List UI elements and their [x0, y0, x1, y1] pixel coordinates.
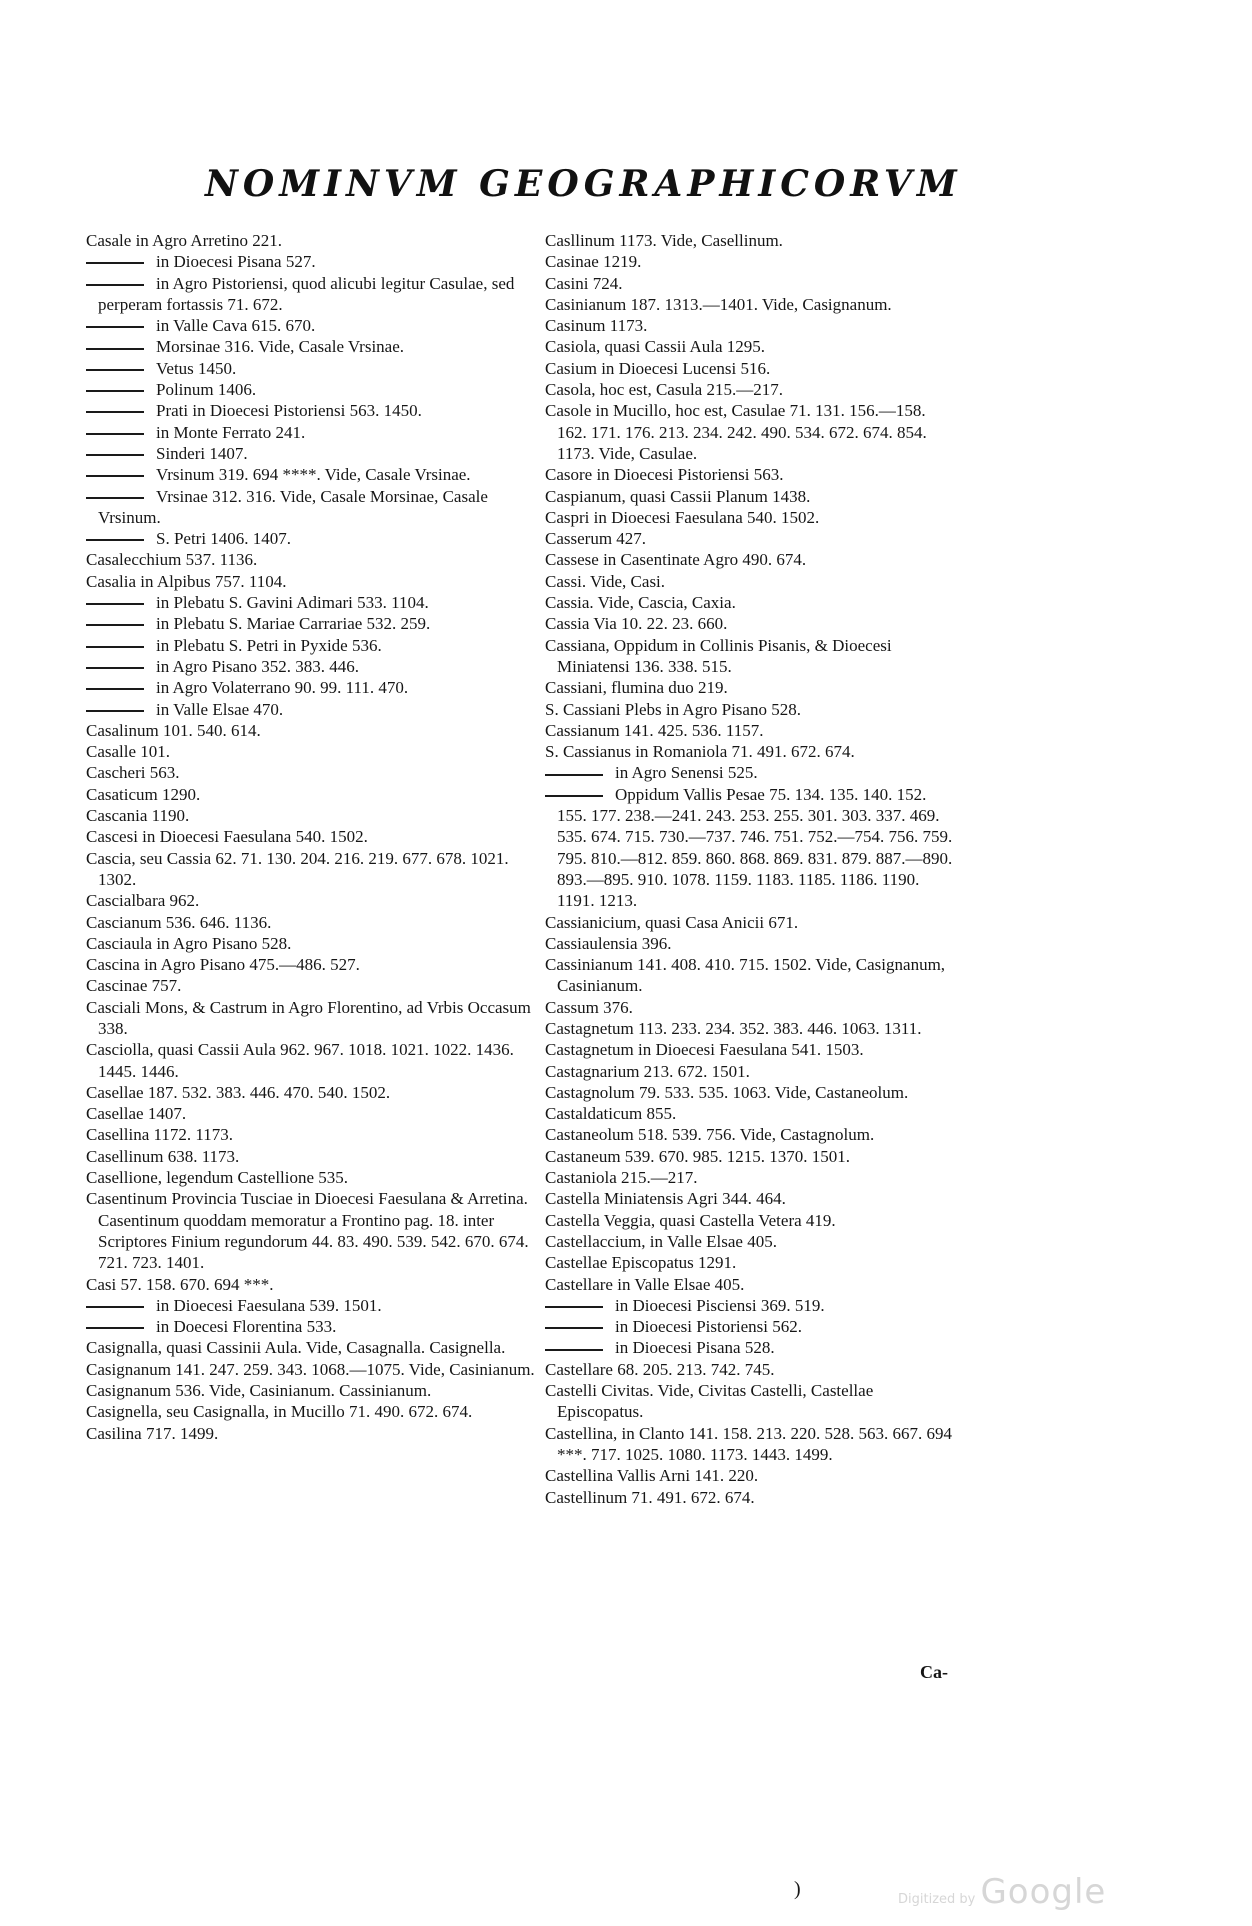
index-entry: [86, 1401, 536, 1422]
index-entry: [545, 1423, 957, 1466]
index-entry: [86, 273, 536, 316]
index-entry: [86, 997, 536, 1040]
index-entry: [86, 635, 536, 656]
entry-text: Castagnolum 79. 533. 535. 1063. Vide, Castaneolum.: [545, 1082, 909, 1102]
ditto-dash: [545, 1349, 603, 1351]
entry-text: in Plebatu S. Petri in Pyxide 536.: [156, 635, 382, 655]
entry-text: Castellare in Valle Elsae 405.: [545, 1274, 745, 1294]
index-entry: [545, 699, 957, 720]
index-entry: [86, 1124, 536, 1145]
entry-text: in Agro Volaterrano 90. 99. 111. 470.: [156, 678, 409, 698]
index-entry: [545, 677, 957, 698]
index-entry: [545, 720, 957, 741]
index-entry: [545, 933, 957, 954]
index-entry: [86, 890, 536, 911]
entry-text: Casilina 717. 1499.: [86, 1423, 219, 1443]
index-entry: [86, 933, 536, 954]
entry-text: Casiola, quasi Cassii Aula 1295.: [545, 337, 766, 357]
entry-text: in Dioecesi Pistoriensi 562.: [615, 1317, 802, 1337]
ditto-dash: [86, 284, 144, 286]
entry-text: in Monte Ferrato 241.: [156, 422, 306, 442]
index-entry: [545, 1465, 957, 1486]
entry-text: Castaneolum 518. 539. 756. Vide, Castagnolum.: [545, 1125, 875, 1145]
ditto-dash: [86, 1306, 144, 1308]
ditto-dash: [545, 774, 603, 776]
index-entry: [86, 358, 536, 379]
entry-text: Casellina 1172. 1173.: [86, 1125, 233, 1145]
entry-text: Cascina in Agro Pisano 475.—486. 527.: [86, 955, 360, 975]
index-entry: [545, 1231, 957, 1252]
index-entry: [86, 1103, 536, 1124]
index-entry: [86, 1380, 536, 1401]
entry-text: in Dioecesi Pisana 527.: [156, 252, 316, 272]
index-entry: [545, 1188, 957, 1209]
entry-text: Casinum 1173.: [545, 316, 648, 336]
entry-text: Castaneum 539. 670. 985. 1215. 1370. 1501.: [545, 1146, 851, 1166]
ditto-dash: [86, 369, 144, 371]
index-entry: [86, 251, 536, 272]
entry-text: Prati in Dioecesi Pistoriensi 563. 1450.: [156, 401, 422, 421]
index-entry: [545, 1103, 957, 1124]
index-entry: [545, 1018, 957, 1039]
entry-text: Cassia. Vide, Cascia, Caxia.: [545, 593, 736, 613]
ditto-dash: [86, 624, 144, 626]
index-entry: [545, 954, 957, 997]
index-entry: [86, 975, 536, 996]
entry-text: Castellare 68. 205. 213. 742. 745.: [545, 1359, 775, 1379]
entry-text: Cascania 1190.: [86, 806, 190, 826]
index-entry: [86, 443, 536, 464]
entry-text: in Dioecesi Faesulana 539. 1501.: [156, 1295, 382, 1315]
entry-text: in Doecesi Florentina 533.: [156, 1317, 337, 1337]
entry-text: Vrsinum 319. 694 ****. Vide, Casale Vrsinae.: [156, 465, 471, 485]
entry-text: Castellaccium, in Valle Elsae 405.: [545, 1231, 777, 1251]
index-entry: [545, 358, 957, 379]
index-entry: [86, 1274, 536, 1295]
index-entry: [86, 336, 536, 357]
entry-text: Castagnetum 113. 233. 234. 352. 383. 446. 1063. 1311.: [545, 1018, 922, 1038]
page-title: NOMINVM GEOGRAPHICORVM: [205, 163, 962, 205]
watermark-prefix: Digitized by: [898, 1892, 976, 1907]
index-entry: [545, 1039, 957, 1060]
entry-text: Castellina, in Clanto 141. 158. 213. 220. 528. 563. 667. 694 ***. 717. 1025. 1080. 1173. 1443. 1499.: [545, 1423, 953, 1464]
index-entry: [86, 1316, 536, 1337]
entry-text: Casellae 187. 532. 383. 446. 470. 540. 1502.: [86, 1082, 391, 1102]
entry-text: Casium in Dioecesi Lucensi 516.: [545, 358, 771, 378]
index-entry: [86, 677, 536, 698]
index-entry: [86, 1295, 536, 1316]
index-entry: [86, 826, 536, 847]
entry-text: Castagnarium 213. 672. 1501.: [545, 1061, 750, 1081]
entry-text: Cassinianum 141. 408. 410. 715. 1502. Vide, Casignanum, Casinianum.: [545, 955, 946, 996]
index-entry: [86, 486, 536, 529]
index-entry: [545, 635, 957, 678]
entry-text: Casignanum 141. 247. 259. 343. 1068.—1075. Vide, Casinianum.: [86, 1359, 535, 1379]
entry-text: Cascialbara 962.: [86, 891, 200, 911]
entry-text: Polinum 1406.: [156, 380, 257, 400]
index-entry: [545, 1167, 957, 1188]
entry-text: Castaniola 215.—217.: [545, 1168, 698, 1188]
entry-text: Casola, hoc est, Casula 215.—217.: [545, 380, 783, 400]
entry-text: Casinae 1219.: [545, 252, 642, 272]
ditto-dash: [545, 1327, 603, 1329]
entry-text: in Valle Elsae 470.: [156, 699, 284, 719]
entry-text: Caspri in Dioecesi Faesulana 540. 1502.: [545, 507, 820, 527]
digitized-watermark: [898, 1872, 1106, 1912]
entry-text: Cassia Via 10. 22. 23. 660.: [545, 614, 728, 634]
ditto-dash: [86, 433, 144, 435]
index-entry: [86, 400, 536, 421]
index-entry: [545, 997, 957, 1018]
index-entry: [86, 230, 536, 251]
index-entry: [545, 571, 957, 592]
entry-text: S. Cassianus in Romaniola 71. 491. 672. 674.: [545, 742, 855, 762]
index-entry: [545, 528, 957, 549]
index-entry: [545, 379, 957, 400]
entry-text: Casentinum Provincia Tusciae in Dioecesi Faesulana & Arretina. Casentinum quoddam memoratur a Frontino pag. 18. inter Scriptores Finium regundorum 44. 83. 490. 539. 542. 670. 674. 721. 723. 1401.: [86, 1189, 529, 1273]
index-entry: [86, 528, 536, 549]
entry-text: Sinderi 1407.: [156, 443, 248, 463]
entry-text: Castellina Vallis Arni 141. 220.: [545, 1466, 759, 1486]
index-entry: [545, 486, 957, 507]
index-entry: [545, 912, 957, 933]
entry-text: Vetus 1450.: [156, 358, 237, 378]
entry-text: Castaldaticum 855.: [545, 1104, 677, 1124]
entry-text: in Agro Senensi 525.: [615, 763, 758, 783]
index-entry: [545, 1295, 957, 1316]
entry-text: Casciolla, quasi Cassii Aula 962. 967. 1018. 1021. 1022. 1436. 1445. 1446.: [86, 1040, 514, 1081]
ditto-dash: [86, 348, 144, 350]
ditto-dash: [86, 646, 144, 648]
index-entry: [545, 464, 957, 485]
entry-text: in Valle Cava 615. 670.: [156, 316, 316, 336]
index-entry: [86, 464, 536, 485]
entry-text: in Agro Pisano 352. 383. 446.: [156, 656, 360, 676]
index-entry: [545, 315, 957, 336]
ditto-dash: [86, 603, 144, 605]
index-entry: [86, 954, 536, 975]
index-entry: [86, 613, 536, 634]
index-entry: [545, 336, 957, 357]
index-entry: [545, 1082, 957, 1103]
index-entry: [545, 1146, 957, 1167]
entry-text: Casalia in Alpibus 757. 1104.: [86, 571, 287, 591]
entry-text: Cassi. Vide, Casi.: [545, 571, 666, 591]
index-entry: [545, 1124, 957, 1145]
entry-text: Casellae 1407.: [86, 1104, 187, 1124]
index-entry: [86, 1039, 536, 1082]
entry-text: Castella Veggia, quasi Castella Vetera 419.: [545, 1210, 836, 1230]
entry-text: Cascia, seu Cassia 62. 71. 130. 204. 216. 219. 677. 678. 1021. 1302.: [86, 848, 509, 889]
entry-text: Casi 57. 158. 670. 694 ***.: [86, 1274, 274, 1294]
index-entry: [86, 1082, 536, 1103]
index-entry: [545, 1337, 957, 1358]
entry-text: Casellione, legendum Castellione 535.: [86, 1168, 349, 1188]
ditto-dash: [86, 710, 144, 712]
ditto-dash: [545, 795, 603, 797]
entry-text: Casalle 101.: [86, 742, 171, 762]
ditto-dash: [86, 454, 144, 456]
index-entry: [86, 422, 536, 443]
index-entry: [86, 699, 536, 720]
entry-text: Cassianum 141. 425. 536. 1157.: [545, 720, 764, 740]
index-entry: [545, 1359, 957, 1380]
entry-text: Casserum 427.: [545, 529, 647, 549]
index-entry: [545, 1274, 957, 1295]
entry-text: Castella Miniatensis Agri 344. 464.: [545, 1189, 786, 1209]
entry-text: Castagnetum in Dioecesi Faesulana 541. 1503.: [545, 1040, 864, 1060]
entry-text: Cassiana, Oppidum in Collinis Pisanis, & Dioecesi Miniatensi 136. 338. 515.: [545, 635, 892, 676]
entry-text: Castellae Episcopatus 1291.: [545, 1253, 737, 1273]
index-entry: [545, 294, 957, 315]
index-entry: [545, 1061, 957, 1082]
index-entry: [86, 762, 536, 783]
index-entry: [86, 1359, 536, 1380]
index-entry: [545, 1210, 957, 1231]
entry-text: Cascheri 563.: [86, 763, 180, 783]
index-entry: [86, 741, 536, 762]
entry-text: Casaticum 1290.: [86, 784, 201, 804]
entry-text: Casole in Mucillo, hoc est, Casulae 71. 131. 156.—158. 162. 171. 176. 213. 234. 242. 490. 534. 672. 674. 854. 1173. Vide, Casulae.: [545, 401, 927, 463]
entry-text: Morsinae 316. Vide, Casale Vrsinae.: [156, 337, 405, 357]
entry-text: Castelli Civitas. Vide, Civitas Castelli, Castellae Episcopatus.: [545, 1381, 874, 1422]
entry-text: in Plebatu S. Gavini Adimari 533. 1104.: [156, 593, 429, 613]
ditto-dash: [86, 411, 144, 413]
index-entry: [545, 762, 957, 783]
entry-text: Cassiani, flumina duo 219.: [545, 678, 728, 698]
entry-text: Casale in Agro Arretino 221.: [86, 231, 282, 250]
entry-text: Casini 724.: [545, 273, 623, 293]
index-entry: [545, 1316, 957, 1337]
entry-text: Cascinae 757.: [86, 976, 182, 996]
entry-text: Cascianum 536. 646. 1136.: [86, 912, 272, 932]
index-entry: [86, 592, 536, 613]
entry-text: Casciaula in Agro Pisano 528.: [86, 933, 292, 953]
index-entry: [545, 741, 957, 762]
index-entry: [86, 1167, 536, 1188]
entry-text: Casalinum 101. 540. 614.: [86, 720, 261, 740]
entry-text: Caspianum, quasi Cassii Planum 1438.: [545, 486, 811, 506]
page-mark: ): [794, 1878, 801, 1900]
index-entry: [545, 1487, 957, 1508]
index-entry: [86, 1423, 536, 1444]
index-entry: [545, 784, 957, 912]
entry-text: Casignella, seu Casignalla, in Mucillo 71. 490. 672. 674.: [86, 1402, 473, 1422]
entry-text: Casllinum 1173. Vide, Casellinum.: [545, 231, 783, 250]
entry-text: Casore in Dioecesi Pistoriensi 563.: [545, 465, 784, 485]
watermark-brand: Google: [980, 1872, 1107, 1912]
index-entry: [86, 1188, 536, 1273]
index-entry: [86, 720, 536, 741]
left-column: [86, 230, 536, 1444]
ditto-dash: [86, 667, 144, 669]
ditto-dash: [86, 1327, 144, 1329]
index-entry: [545, 613, 957, 634]
entry-text: in Plebatu S. Mariae Carrariae 532. 259.: [156, 614, 431, 634]
entry-text: in Agro Pistoriensi, quod alicubi legitur Casulae, sed perperam fortassis 71. 672.: [98, 273, 515, 314]
entry-text: in Dioecesi Pisana 528.: [615, 1338, 775, 1358]
index-entry: [86, 805, 536, 826]
entry-text: Casignalla, quasi Cassinii Aula. Vide, Casagnalla. Casignella.: [86, 1338, 506, 1358]
index-entry: [545, 273, 957, 294]
index-entry: [86, 848, 536, 891]
index-entry: [86, 315, 536, 336]
index-entry: [86, 549, 536, 570]
entry-text: Cassiaulensia 396.: [545, 933, 672, 953]
index-entry: [545, 507, 957, 528]
entry-text: Cassianicium, quasi Casa Anicii 671.: [545, 912, 799, 932]
catchword: Ca-: [920, 1662, 948, 1682]
ditto-dash: [86, 390, 144, 392]
entry-text: Cassese in Casentinate Agro 490. 674.: [545, 550, 807, 570]
entry-text: Casinianum 187. 1313.—1401. Vide, Casignanum.: [545, 294, 892, 314]
index-entry: [86, 1337, 536, 1358]
index-entry: [86, 571, 536, 592]
right-column: [545, 230, 957, 1508]
index-entry: [545, 1252, 957, 1273]
ditto-dash: [86, 497, 144, 499]
entry-text: Vrsinae 312. 316. Vide, Casale Morsinae, Casale Vrsinum.: [98, 486, 488, 527]
entry-text: Oppidum Vallis Pesae 75. 134. 135. 140. 152. 155. 177. 238.—241. 243. 253. 255. 301. 303. 337. 469. 535. 674. 715. 730.—737. 746. 751. 752.—754. 756. 759. 795. 810.—812. 859. 860. 868. 869. 831. 879. 887.—890. 893.—895. 910. 1078. 1159. 1183. 1185. 1186. 1190. 1191. 1213.: [557, 784, 953, 911]
entry-text: Casellinum 638. 1173.: [86, 1146, 240, 1166]
index-entry: [86, 912, 536, 933]
entry-text: Casignanum 536. Vide, Casinianum. Cassinianum.: [86, 1381, 432, 1401]
entry-text: Cascesi in Dioecesi Faesulana 540. 1502.: [86, 827, 368, 847]
entry-text: S. Cassiani Plebs in Agro Pisano 528.: [545, 699, 801, 719]
entry-text: Casalecchium 537. 1136.: [86, 550, 258, 570]
index-entry: [545, 251, 957, 272]
index-entry: [86, 379, 536, 400]
ditto-dash: [86, 326, 144, 328]
entry-text: Cassum 376.: [545, 997, 633, 1017]
index-entry: [86, 1146, 536, 1167]
index-entry: [86, 656, 536, 677]
index-entry: [545, 549, 957, 570]
ditto-dash: [86, 688, 144, 690]
ditto-dash: [86, 539, 144, 541]
entry-text: Casciali Mons, & Castrum in Agro Florentino, ad Vrbis Occasum 338.: [86, 997, 531, 1038]
ditto-dash: [86, 475, 144, 477]
index-entry: [86, 784, 536, 805]
ditto-dash: [86, 262, 144, 264]
index-entry: [545, 230, 957, 251]
ditto-dash: [545, 1306, 603, 1308]
entry-text: Castellinum 71. 491. 672. 674.: [545, 1487, 755, 1507]
entry-text: S. Petri 1406. 1407.: [156, 529, 292, 549]
index-entry: [545, 400, 957, 464]
index-entry: [545, 592, 957, 613]
index-entry: [545, 1380, 957, 1423]
entry-text: in Dioecesi Pisciensi 369. 519.: [615, 1295, 825, 1315]
